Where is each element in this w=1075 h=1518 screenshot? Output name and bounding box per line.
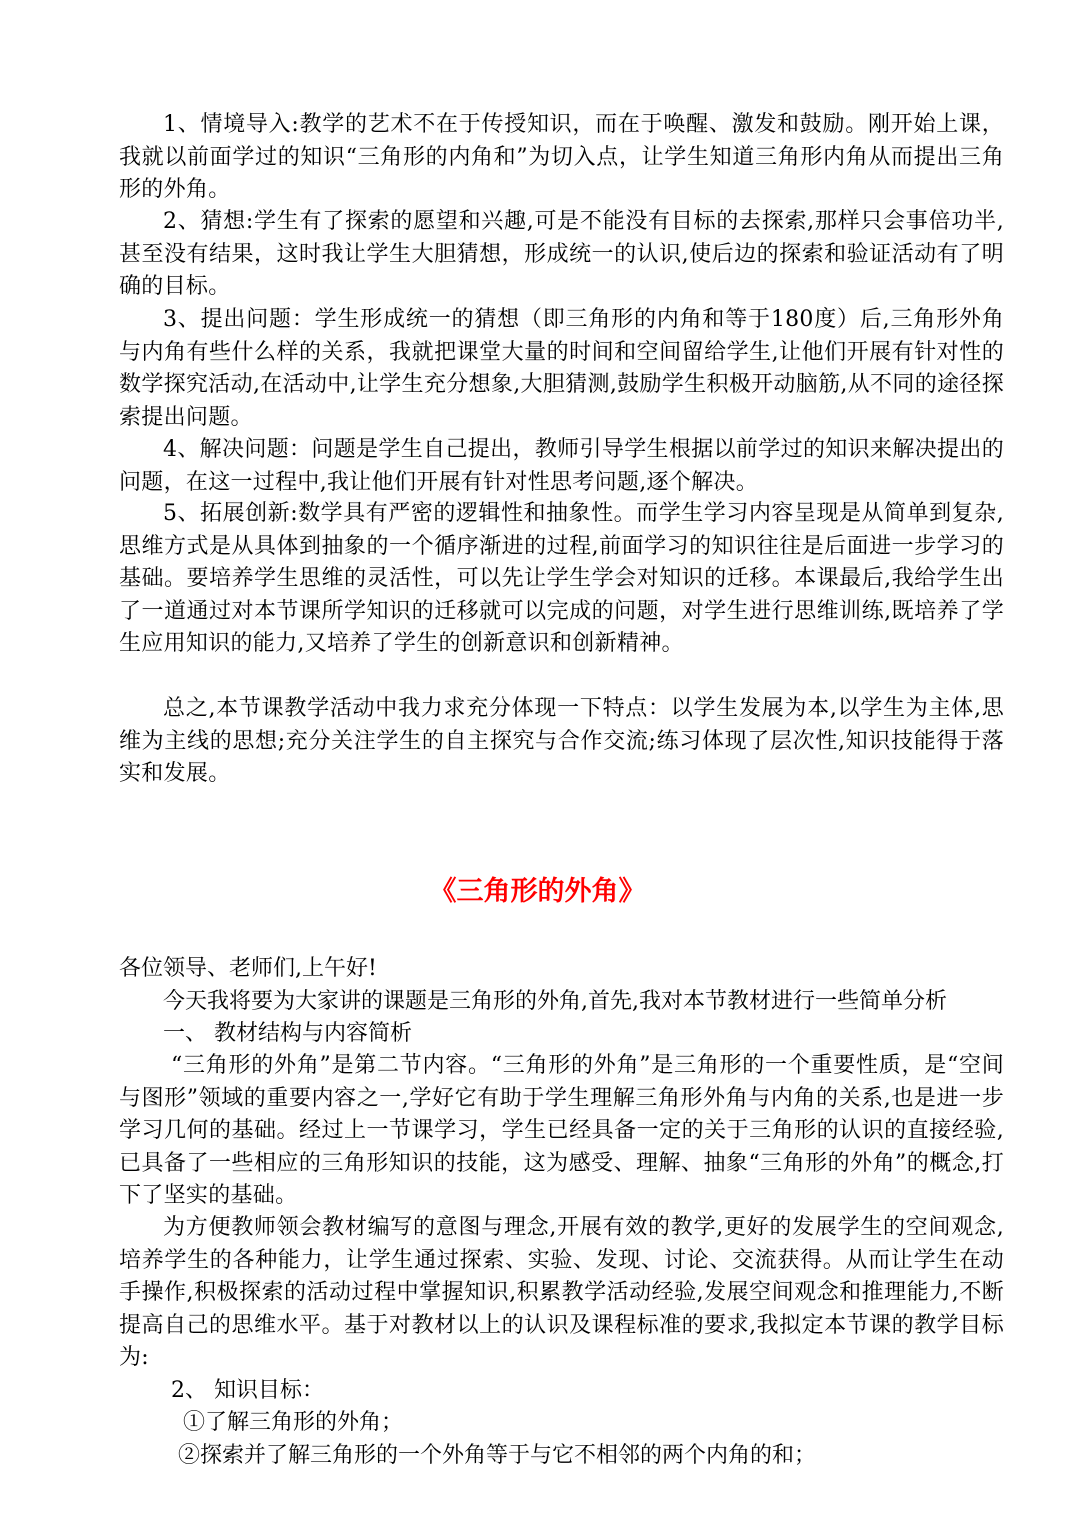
paragraph-extension: 5、拓展创新:数学具有严密的逻辑性和抽象性。而学生学习内容呈现是从简单到复杂,思维方式是从具体到抽象的一个循序渐进的过程,前面学习的知识往往是后面进一步学习的基础。要培养学生思维的灵活性，可以先让学生学会对知识的迁移。本课最后,我给学生出了一道通过对本节课所学知识的迁移就可以完成的问题，对学生进行思维训练,既培养了学生应用知识的能力,又培养了学生的创新意识和创新精神。 (119, 501, 1004, 656)
paragraph-situation-intro: 1、情境导入:教学的艺术不在于传授知识，而在于唤醒、激发和鼓励。刚开始上课，我就以前面学过的知识“三角形的内角和”为切入点，让学生知道三角形内角从而提出三角形的外角。 (119, 112, 1004, 202)
goal-item-1: ①了解三角形的外角； (183, 1410, 404, 1435)
paragraph-guess: 2、猜想:学生有了探索的愿望和兴趣,可是不能没有目标的去探索,那样只会事倍功半,甚至没有结果，这时我让学生大胆猜想，形成统一的认识,使后边的探索和验证活动有了明确的目标。 (119, 209, 1004, 299)
goal-item-2: ②探索并了解三角形的一个外角等于与它不相邻的两个内角的和； (178, 1443, 817, 1468)
paragraph-summary: 总之,本节课教学活动中我力求充分体现一下特点：以学生发展为本,以学生为主体,思维为主线的思想;充分关注学生的自主探究与合作交流;练习体现了层次性,知识技能得于落实和发展。 (119, 696, 1004, 786)
paragraph-raise-question: 3、提出问题：学生形成统一的猜想（即三角形的内角和等于180度）后,三角形外角与内角有些什么样的关系，我就把课堂大量的时间和空间留给学生,让他们开展有针对性的数学探究活动,在活动中,让学生充分想象,大胆猜测,鼓励学生积极开动脑筋,从不同的途径探索提出问题。 (119, 307, 1004, 430)
intro-line: 今天我将要为大家讲的课题是三角形的外角,首先,我对本节教材进行一些简单分析 (163, 989, 947, 1014)
greeting: 各位领导、老师们,上午好! (119, 956, 377, 981)
document-title: 《三角形的外角》 (429, 876, 646, 907)
paragraph-teaching-goals: 为方便教师领会教材编写的意图与理念,开展有效的教学,更好的发展学生的空间观念,培养学生的各种能力，让学生通过探索、实验、发现、讨论、交流获得。从而让学生在动手操作,积极探索的活动过程中掌握知识,积累教学活动经验,发展空间观念和推理能力,不断提高自己的思维水平。基于对教材以上的认识及课程标准的要求,我拟定本节课的教学目标为: (119, 1215, 1004, 1370)
paragraph-material-structure: “三角形的外角”是第二节内容。“三角形的外角”是三角形的一个重要性质，是“空间与图形”领域的重要内容之一,学好它有助于学生理解三角形外角与内角的关系,也是进一步学习几何的基础。经过上一节课学习，学生已经具备一定的关于三角形的认识的直接经验,已具备了一些相应的三角形知识的技能，这为感受、理解、抽象“三角形的外角”的概念,打下了坚实的基础。 (119, 1053, 1004, 1208)
goal-heading: 2、 知识目标： (171, 1378, 324, 1403)
section-heading: 一、 教材结构与内容简析 (163, 1021, 412, 1046)
paragraph-solve-problem: 4、解决问题：问题是学生自己提出，教师引导学生根据以前学过的知识来解决提出的问题，在这一过程中,我让他们开展有针对性思考问题,逐个解决。 (119, 437, 1004, 495)
